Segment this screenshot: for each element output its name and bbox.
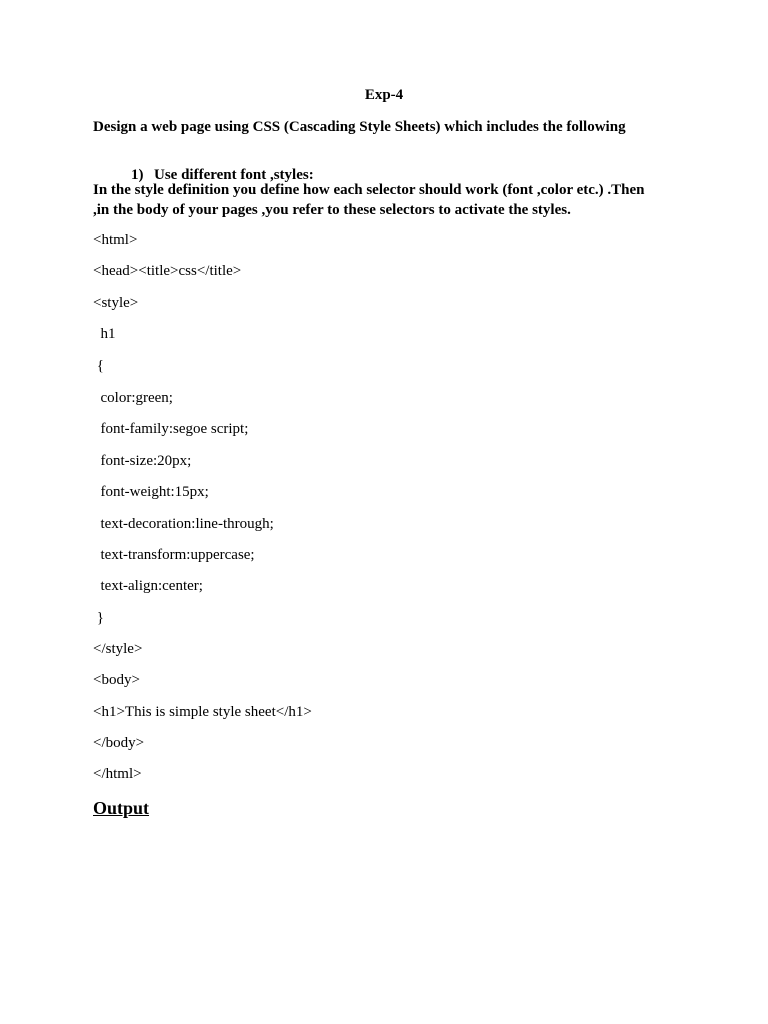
list-item-text: Use different font ,styles: [154,167,314,183]
output-heading: Output [93,798,150,818]
code-line: font-size:20px; [93,453,192,469]
description-paragraph [93,181,683,220]
code-line: text-align:center; [93,578,203,594]
code-line: </style> [93,641,143,657]
code-line: font-weight:15px; [93,484,209,500]
code-line: <style> [93,295,139,311]
code-line: color:green; [93,390,173,406]
paragraph-line: ,in the body of your pages ,you refer to these selectors to activate the styles. [93,201,571,218]
code-line: } [93,610,104,626]
code-line: <html> [93,232,138,248]
code-line: { [93,358,104,374]
intro-text: Design a web page using CSS (Cascading Style Sheets) which includes the following [93,119,626,135]
code-line: <body> [93,672,140,688]
page-title: Exp-4 [364,87,404,103]
code-line: <head><title>css</title> [93,263,242,279]
code-line: text-transform:uppercase; [93,547,255,563]
code-line: </html> [93,766,142,782]
code-line: <h1>This is simple style sheet</h1> [93,704,312,720]
code-line: h1 [93,326,116,342]
list-item-number: 1) [131,167,144,183]
paragraph-line: In the style definition you define how each selector should work (font ,color etc.) .Then [93,182,645,198]
code-line: text-decoration:line-through; [93,516,274,532]
code-line: </body> [93,735,145,751]
code-line: font-family:segoe script; [93,421,249,437]
